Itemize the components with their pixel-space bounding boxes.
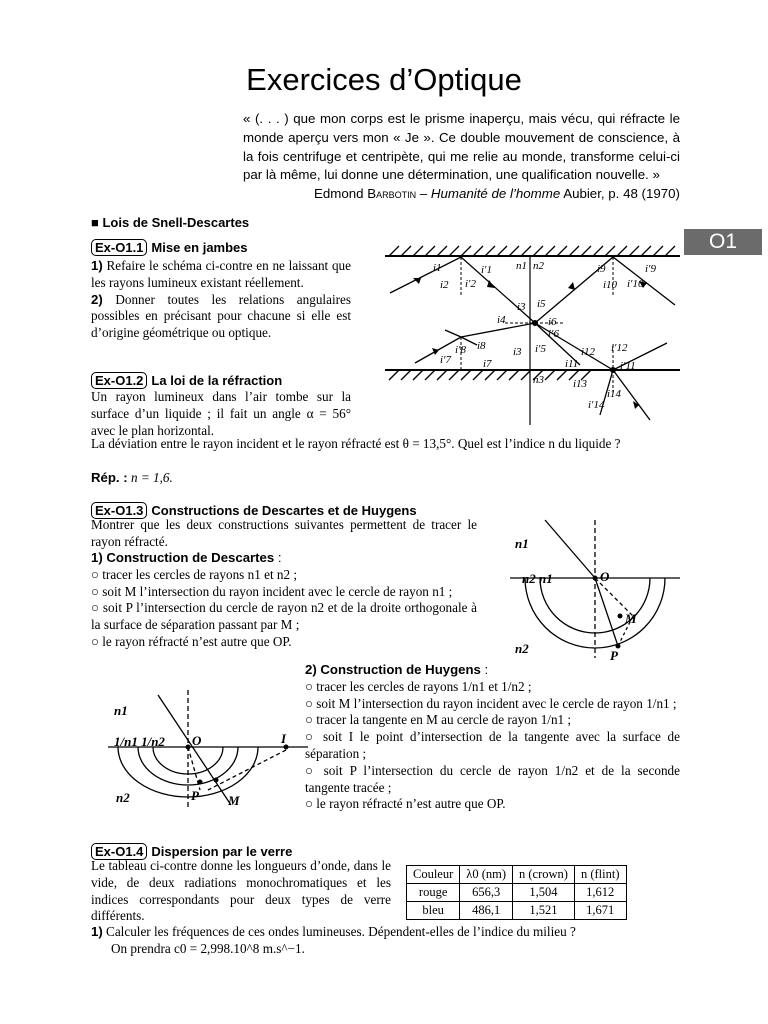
o-label: O [600,569,610,584]
exercise-body [91,258,351,342]
subheading [305,662,680,679]
table-cell: rouge [407,884,460,902]
author-first: Edmond [313,186,364,202]
angle-label: i5 [537,298,546,310]
tangent-line [208,750,286,790]
author-sep: – [416,186,431,202]
work-title: Humanité de l’homme [430,186,561,202]
list-item: ○ tracer les cercles de rayons n1 et n2 ; [91,566,298,582]
angle-label: i11 [565,358,579,370]
list-item: ○ soit M l’intersection du rayon incident avec le cercle de rayon 1/n1 ; [305,695,677,711]
epigraph [243,110,680,204]
exercise-text: Le tableau ci-contre donne les longueurs d’onde, dans le vide, de deux radiations monochromatiques et les indices correspondants pour deux types de verre différents. [91,858,391,924]
question-2 [91,292,351,342]
n1-label: n1 [515,536,529,551]
question-number: 1) [91,550,103,565]
i-label: I [281,731,287,746]
question-text-2: On prendra c0 = 2,998.10^8 m.s^−1. [111,940,305,956]
angle-label: i′12 [611,342,628,354]
angle-label: i′6 [548,328,559,340]
publisher: Aubier, p. 48 (1970) [560,186,680,202]
answer-label: Rép. : [91,470,128,485]
angle-label: i′14 [588,399,605,411]
descartes-figure [510,518,680,668]
point-m [618,614,623,619]
question-1 [91,258,351,292]
angle-label: i7 [483,358,492,370]
table-header: λ0 (nm) [460,866,513,884]
subheading [91,550,477,567]
exercise-title: Mise en jambes [151,240,248,255]
angle-label: i′7 [440,354,451,366]
huygens-construction [305,662,680,813]
answer-value: n = 1,6. [130,470,173,485]
question-number: 1) [91,258,103,273]
exercise-title: La loi de la réfraction [151,373,283,388]
angle-label: i9 [597,263,606,275]
table-header: n (crown) [513,866,575,884]
exercise-text: Montrer que les deux constructions suivantes permettent de tracer le rayon réfracté. [91,517,477,549]
angle-label: i4 [497,314,506,326]
n2-label: n2 [533,260,544,272]
angle-label: i1 [433,262,442,274]
list-item: ○ soit M l’intersection du rayon incident avec le cercle de rayon n1 ; [91,583,453,599]
incident-ray [545,520,595,578]
n1-label: n1 [516,260,527,272]
point-p [198,780,203,785]
exercise-label: Ex-O1.2 [91,372,147,389]
snell-multi-interface-figure [385,245,680,425]
table-header: n (flint) [574,866,626,884]
subheading-colon: : [274,550,282,565]
n2-label: n2 [515,641,529,656]
chapter-badge: O1 [684,229,762,255]
list-item: ○ le rayon réfracté n’est autre que OP. [305,796,506,812]
table-row [407,902,627,920]
angle-label: i14 [607,388,622,400]
angle-label: i12 [581,346,596,358]
list-item: ○ le rayon réfracté n’est autre que OP. [91,633,292,649]
n3-label: n3 [533,374,544,386]
section-title: Lois de Snell-Descartes [102,215,250,230]
angle-label: i′1 [481,264,492,276]
section-heading [91,215,249,230]
circle-inner [153,747,223,774]
n1-label: n1 [114,703,128,718]
p-label: P [191,788,199,803]
top-hatching [389,246,675,256]
origin-point [593,576,598,581]
table-row [407,884,627,902]
subheading-colon: : [480,662,489,677]
epigraph-author [243,185,680,204]
point-m [214,778,219,783]
subheading-title: Construction de Descartes [106,550,275,565]
question-text: Refaire le schéma ci-contre en ne laissant que les rayons lumineux existant réellement. [91,258,352,290]
descartes-construction [91,550,477,651]
intersection-point [610,367,616,373]
author-last: Barbotin [367,186,417,202]
angle-label: i3 [517,301,526,313]
exercise-label: Ex-O1.4 [91,843,147,860]
angle-label: i2 [440,279,449,291]
page-title: Exercices d’Optique [246,62,522,97]
table-cell: 1,612 [574,884,626,902]
angle-label: i8 [477,340,486,352]
section-bullet: ■ [91,215,99,230]
table-cell: 1,521 [513,902,575,920]
refracted-ray [595,578,618,646]
exercise-text: Un rayon lumineux dans l’air tombe sur la surface d’un liquide ; il fait un angle α = 56° avec le plan horizontal. [91,389,351,438]
origin-point [186,745,191,750]
question-number: 1) [91,924,103,939]
list-item: ○ tracer la tangente en M au cercle de rayon 1/n1 ; [305,712,572,728]
inverse-radius-label: 1/n1 1/n2 [114,734,165,749]
n2-label: n2 [116,790,130,805]
n2n1-label: n2 n1 [522,571,553,586]
exercise-header [91,372,282,389]
dispersion-table [406,865,627,920]
exercise-text: La déviation entre le rayon incident et le rayon réfracté est θ = 13,5°. Quel est l’indice n du liquide ? [91,436,621,451]
table-cell: bleu [407,902,460,920]
angle-label: i′11 [620,360,636,372]
p-label: P [610,648,618,663]
exercise-label: Ex-O1.3 [91,502,147,519]
exercise-label: Ex-O1.1 [91,239,147,256]
o-label: O [192,733,202,748]
exercise-title: Constructions de Descartes et de Huygens [151,503,417,518]
table-header-row [407,866,627,884]
exercise-title: Dispersion par le verre [151,844,293,859]
question-number: 2) [305,662,317,677]
angle-label: i′9 [645,263,656,275]
angle-label: i6 [548,316,557,328]
question-1 [91,924,680,958]
huygens-figure [108,690,308,815]
table-cell: 1,504 [513,884,575,902]
list-item: ○ soit I le point d’intersection de la tangente avec la surface de séparation ; [305,729,680,761]
angle-label: i10 [603,279,618,291]
angle-label: i′10 [627,278,644,290]
table-cell: 486,1 [460,902,513,920]
angle-label: i′2 [465,278,476,290]
m-label: M [228,793,240,808]
question-text: Calculer les fréquences de ces ondes lumineuses. Dépendent-elles de l’indice du milieu ? [106,924,576,939]
m-label: M [625,611,637,626]
list-item: ○ tracer les cercles de rayons 1/n1 et 1/n2 ; [305,678,532,694]
question-number: 2) [91,291,103,307]
list-item: ○ soit P l’intersection du cercle de rayon n2 et de la droite orthogonale à la surface de séparation passant par M ; [91,600,477,633]
angle-label: i′5 [535,343,546,355]
table-cell: 656,3 [460,884,513,902]
epigraph-text: « (. . . ) que mon corps est le prisme inaperçu, mais vécu, qui réfracte le monde aperçu vers mon « Je ». Ce double mouvement de conscience, à la fois centrifuge et centripète, qui me relie au monde, transforme celui-ci par là même, lui donne une détermination, une qualification nouvelle. » [243,111,680,183]
bottom-hatching [389,370,591,380]
list-item: ○ soit P l’intersection du cercle de rayon 1/n2 et de la seconde tangente tracée ; [305,762,680,795]
answer [91,470,173,487]
angle-label: i3 [513,346,522,358]
table-header: Couleur [407,866,460,884]
angle-label: i′8 [455,344,466,356]
intersection-point [532,320,538,326]
subheading-title: Construction de Huygens [320,662,481,677]
question-text: Donner toutes les relations angulaires possibles en précisant pour chacune si elle est d’origine géométrique ou optique. [91,291,351,341]
table-cell: 1,671 [574,902,626,920]
angle-label: i13 [573,378,588,390]
figure-labels [114,703,287,808]
exercise-header [91,239,248,256]
